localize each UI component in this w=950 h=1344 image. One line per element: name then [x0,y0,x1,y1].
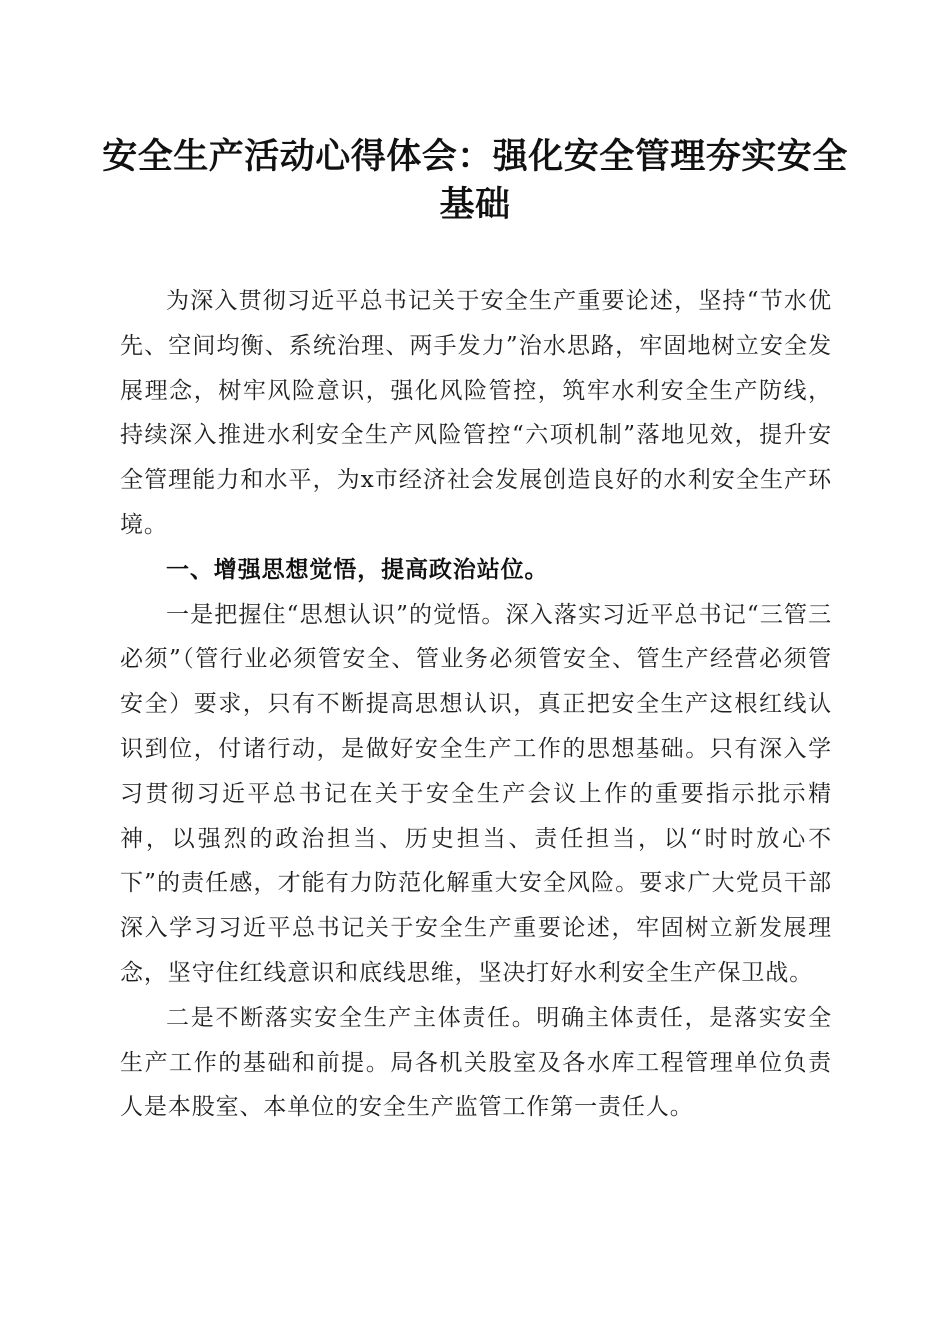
paragraph-main-responsibility: 二是不断落实安全生产主体责任。明确主体责任，是落实安全生产工作的基础和前提。局各机关股室及各水库工程管理单位负责人是本股室、本单位的安全生产监管工作第一责任人。 [120,1004,832,1121]
document-title: 安全生产活动心得体会：强化安全管理夯实安全基础 [102,136,848,225]
document-body [120,279,832,1130]
section-heading-1: 一、增强思想觉悟，提高政治站位。 [166,556,549,583]
paragraph-ideological-awareness: 一是把握住“思想认识”的觉悟。深入落实习近平总书记“三管三必须”（管行业必须管安全、管业务必须管安全、管生产经营必须管安全）要求，只有不断提高思想认识，真正把安全生产这根红线认识到位，付诸行动，是做好安全生产工作的思想基础。只有深入学习贯彻习近平总书记在关于安全生产会议上作的重要指示批示精神，以强烈的政治担当、历史担当、责任担当，以“时时放心不下”的责任感，才能有力防范化解重大安全风险。要求广大党员干部深入学习习近平总书记关于安全生产重要论述，牢固树立新发展理念，坚守住红线意识和底线思维，坚决打好水利安全生产保卫战。 [120,601,832,986]
paragraph-intro: 为深入贯彻习近平总书记关于安全生产重要论述，坚持“节水优先、空间均衡、系统治理、两手发力”治水思路，牢固地树立安全发展理念，树牢风险意识，强化风险管控，筑牢水利安全生产防线，持续深入推进水利安全生产风险管控“六项机制”落地见效，提升安全管理能力和水平，为x市经济社会发展创造良好的水利安全生产环境。 [120,288,832,538]
